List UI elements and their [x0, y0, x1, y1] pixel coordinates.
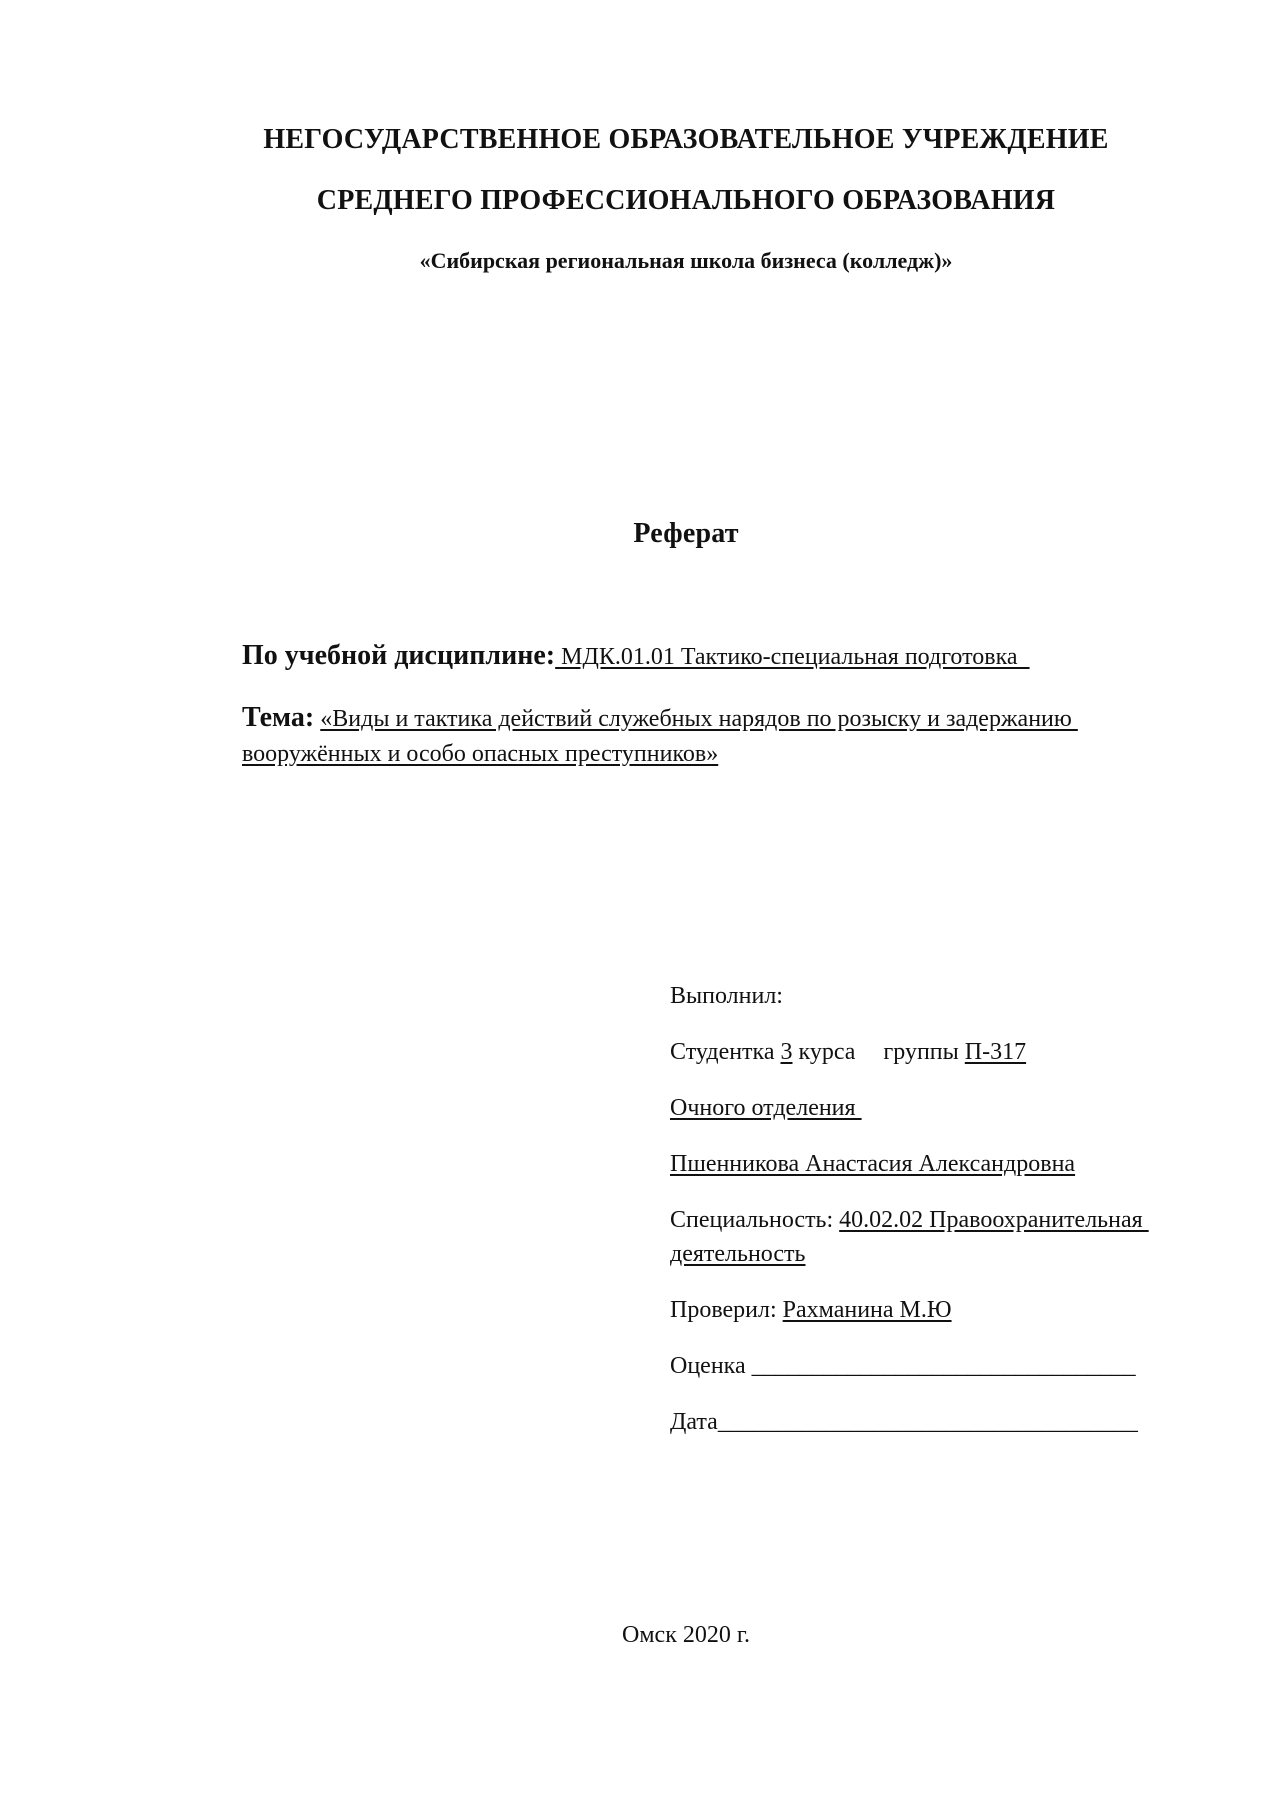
document-type-title: Реферат [633, 518, 739, 549]
course-suffix: курса [792, 1039, 856, 1065]
specialty-value-line2: деятельность [670, 1241, 806, 1267]
group-value: П-317 [964, 1039, 1027, 1065]
grade-label: Оценка [670, 1353, 752, 1379]
discipline-value: МДК.01.01 Тактико-специальная подготовка [555, 644, 1030, 670]
student-prefix: Студентка [670, 1039, 781, 1065]
topic-line1 [242, 702, 1078, 734]
institution-title-line2: СРЕДНЕГО ПРОФЕССИОНАЛЬНОГО ОБРАЗОВАНИЯ [316, 185, 1056, 216]
date-label: Дата [670, 1409, 718, 1435]
student-course-group-line [670, 1039, 1026, 1066]
grade-blank: ________________________________ [751, 1353, 1136, 1379]
discipline-label: По учебной дисциплине: [242, 640, 556, 671]
student-name: Пшенникова Анастасия Александровна [670, 1151, 1076, 1177]
checked-by-label: Проверил: [670, 1297, 783, 1323]
date-line [670, 1409, 1138, 1436]
group-prefix: группы [883, 1039, 965, 1065]
specialty-label: Специальность: [670, 1207, 840, 1233]
grade-line [670, 1353, 1136, 1380]
topic-label: Тема: [242, 702, 315, 733]
topic-value-line2: вооружённых и особо опасных преступников» [242, 741, 719, 767]
date-blank: ___________________________________ [717, 1409, 1138, 1435]
discipline-line [242, 640, 1030, 672]
college-name: «Сибирская региональная школа бизнеса (колледж)» [419, 248, 953, 273]
checked-by-value: Рахманина М.Ю [782, 1297, 952, 1323]
checked-by-line [670, 1297, 952, 1324]
topic-value-line1: «Виды и тактика действий служебных нарядов по розыску и задержанию [320, 706, 1078, 732]
completed-by-label: Выполнил: [670, 983, 783, 1009]
specialty-value-line1: 40.02.02 Правоохранительная [839, 1207, 1149, 1233]
specialty-line1 [670, 1207, 1149, 1234]
institution-title-line1: НЕГОСУДАРСТВЕННОЕ ОБРАЗОВАТЕЛЬНОЕ УЧРЕЖДЕНИЕ [263, 124, 1109, 155]
city-year: Омск 2020 г. [622, 1622, 750, 1648]
department: Очного отделения [670, 1095, 862, 1121]
course-number: 3 [780, 1039, 793, 1065]
